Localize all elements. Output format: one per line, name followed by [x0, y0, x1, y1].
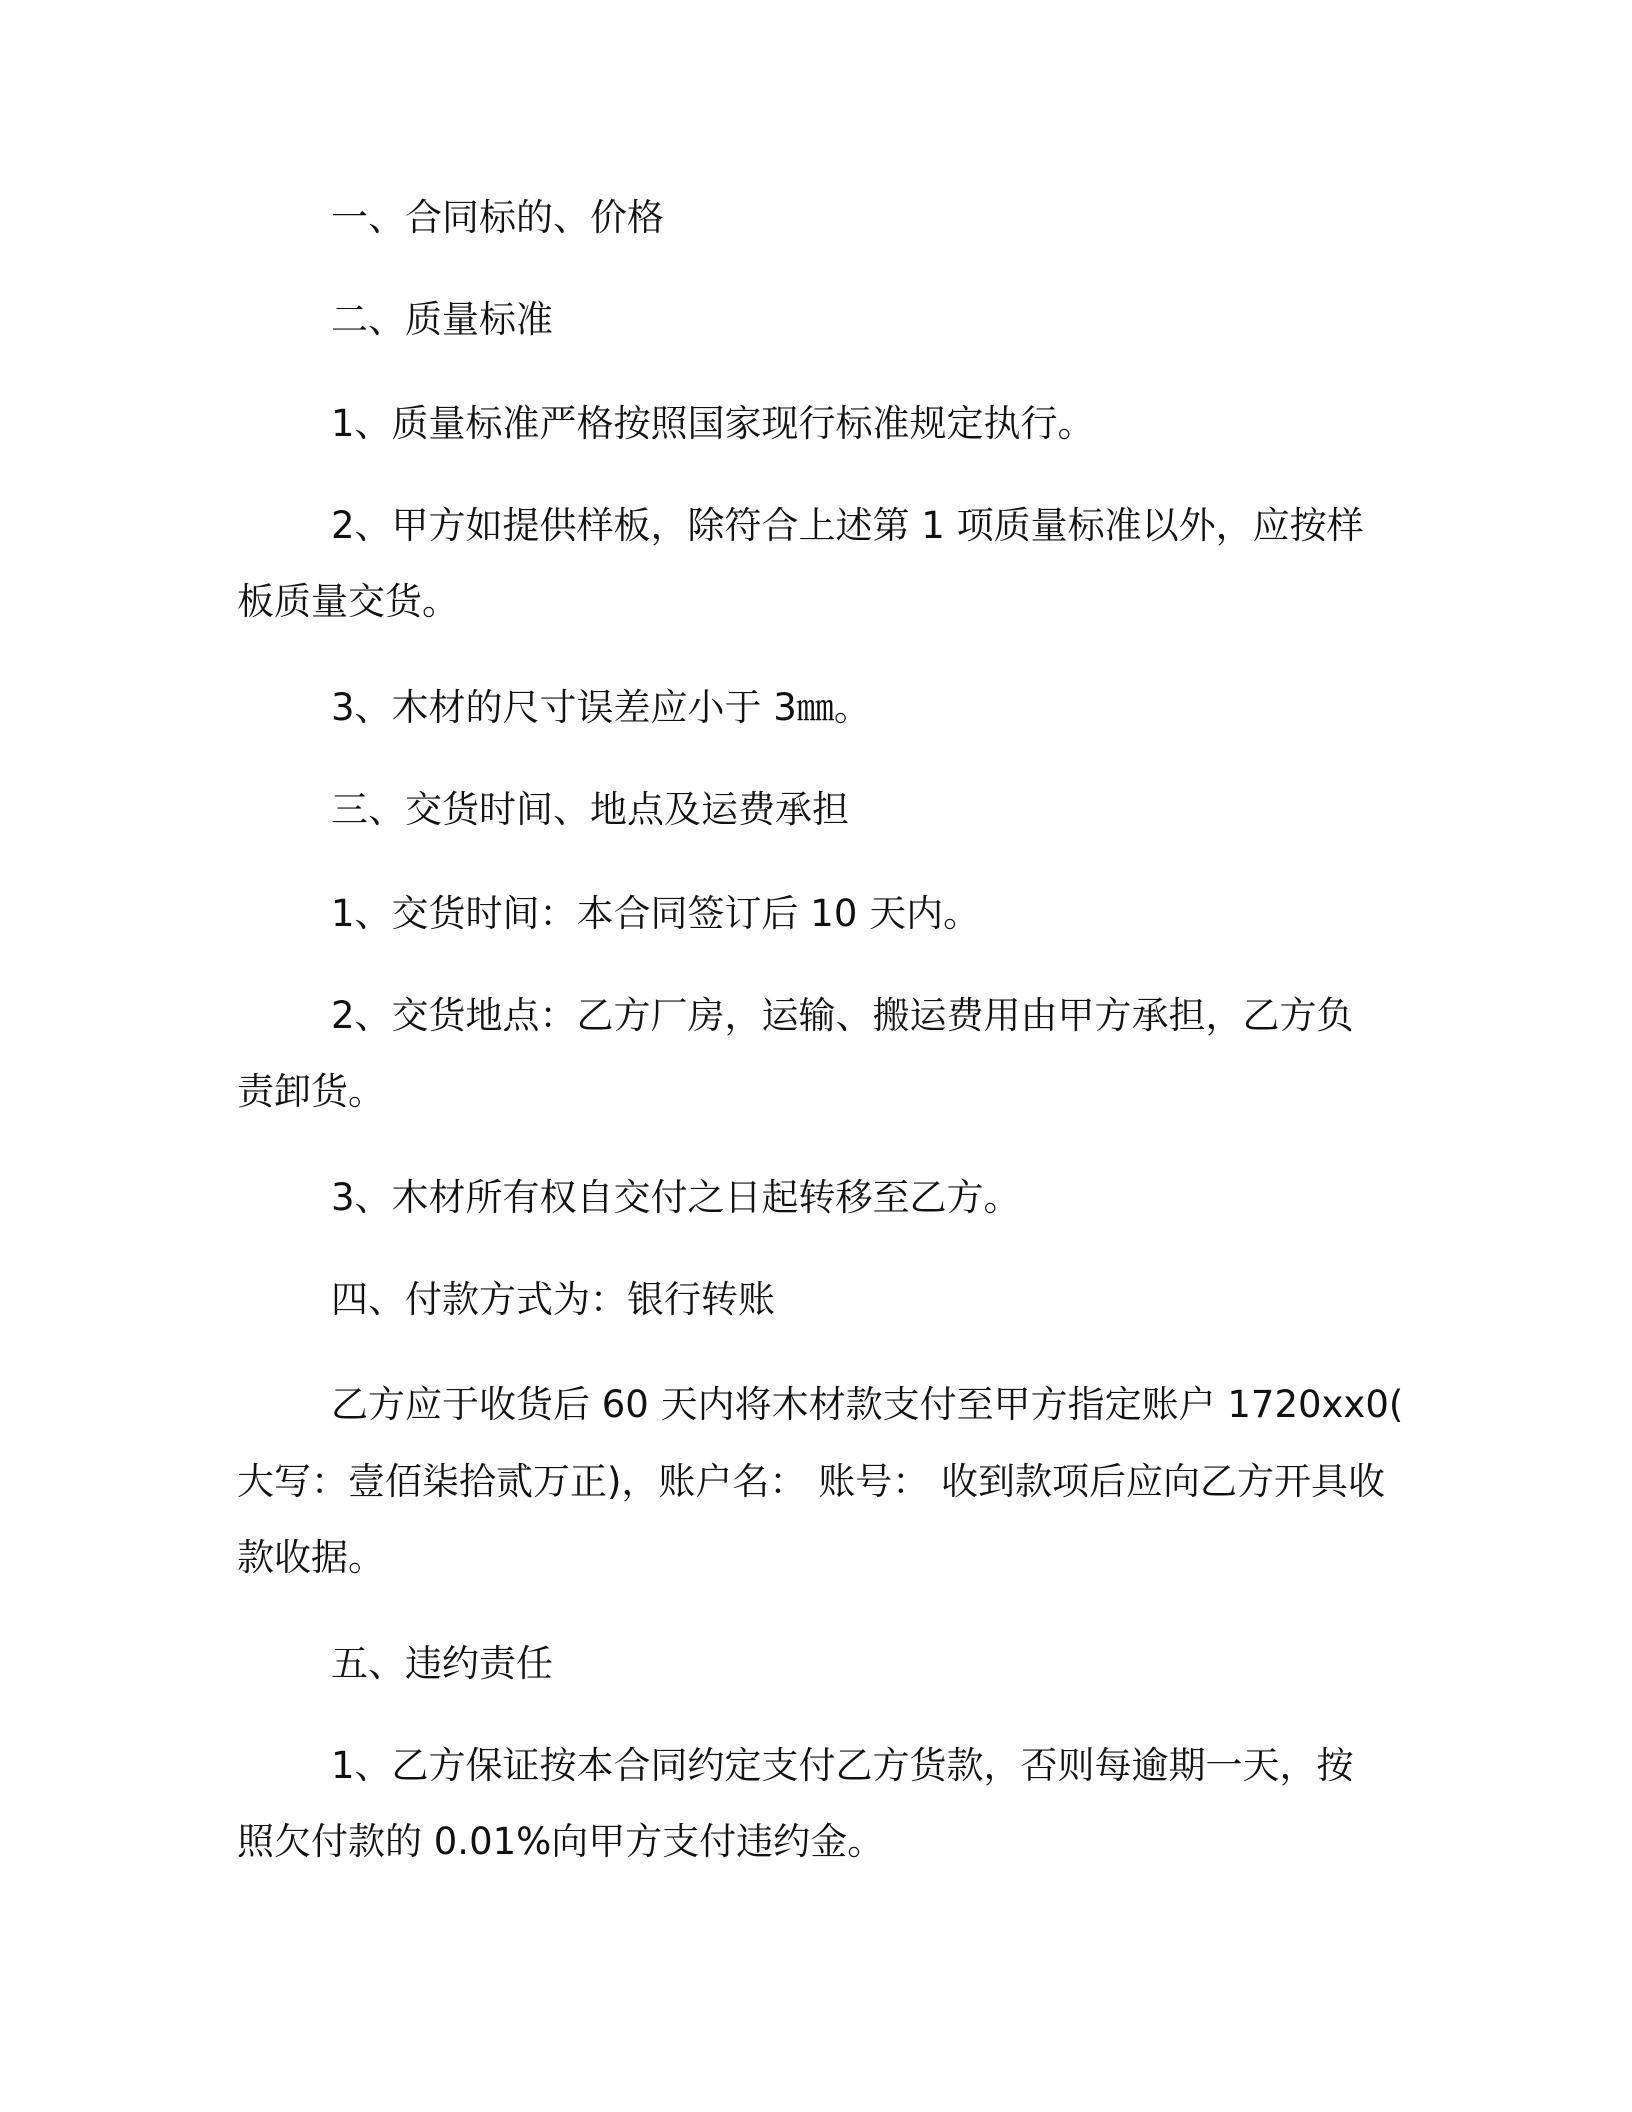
paragraph-2-1: 1、质量标准严格按照国家现行标准规定执行。 [331, 402, 1095, 445]
paragraph-3-2-line-1: 2、交货地点：乙方厂房，运输、搬运费用由甲方承担，乙方负 [331, 994, 1354, 1037]
paragraph-4-line-2: 大写：壹佰柒拾贰万正)，账户名： 账号： 收到款项后应向乙方开具收 [237, 1460, 1385, 1503]
section-heading-3: 三、交货时间、地点及运费承担 [331, 788, 849, 831]
paragraph-5-1-line-2: 照欠付款的 0.01%向甲方支付违约金。 [237, 1820, 885, 1863]
paragraph-4-line-1: 乙方应于收货后 60 天内将木材款支付至甲方指定账户 1720xx0( [331, 1383, 1404, 1426]
paragraph-4-line-3: 款收据。 [237, 1536, 385, 1579]
paragraph-5-1-line-1: 1、乙方保证按本合同约定支付乙方货款，否则每逾期一天，按 [331, 1744, 1354, 1787]
section-heading-1: 一、合同标的、价格 [331, 196, 664, 239]
paragraph-3-3: 3、木材所有权自交付之日起转移至乙方。 [331, 1176, 1021, 1219]
paragraph-2-3: 3、木材的尺寸误差应小于 3㎜。 [331, 686, 871, 729]
paragraph-3-2-line-2: 责卸货。 [237, 1070, 385, 1113]
section-heading-5: 五、违约责任 [331, 1642, 553, 1685]
paragraph-2-2-line-2: 板质量交货。 [237, 580, 459, 623]
section-heading-4: 四、付款方式为：银行转账 [331, 1278, 775, 1321]
paragraph-2-2-line-1: 2、甲方如提供样板，除符合上述第 1 项质量标准以外，应按样 [331, 504, 1364, 547]
paragraph-3-1: 1、交货时间：本合同签订后 10 天内。 [331, 892, 981, 935]
section-heading-2: 二、质量标准 [331, 298, 553, 341]
